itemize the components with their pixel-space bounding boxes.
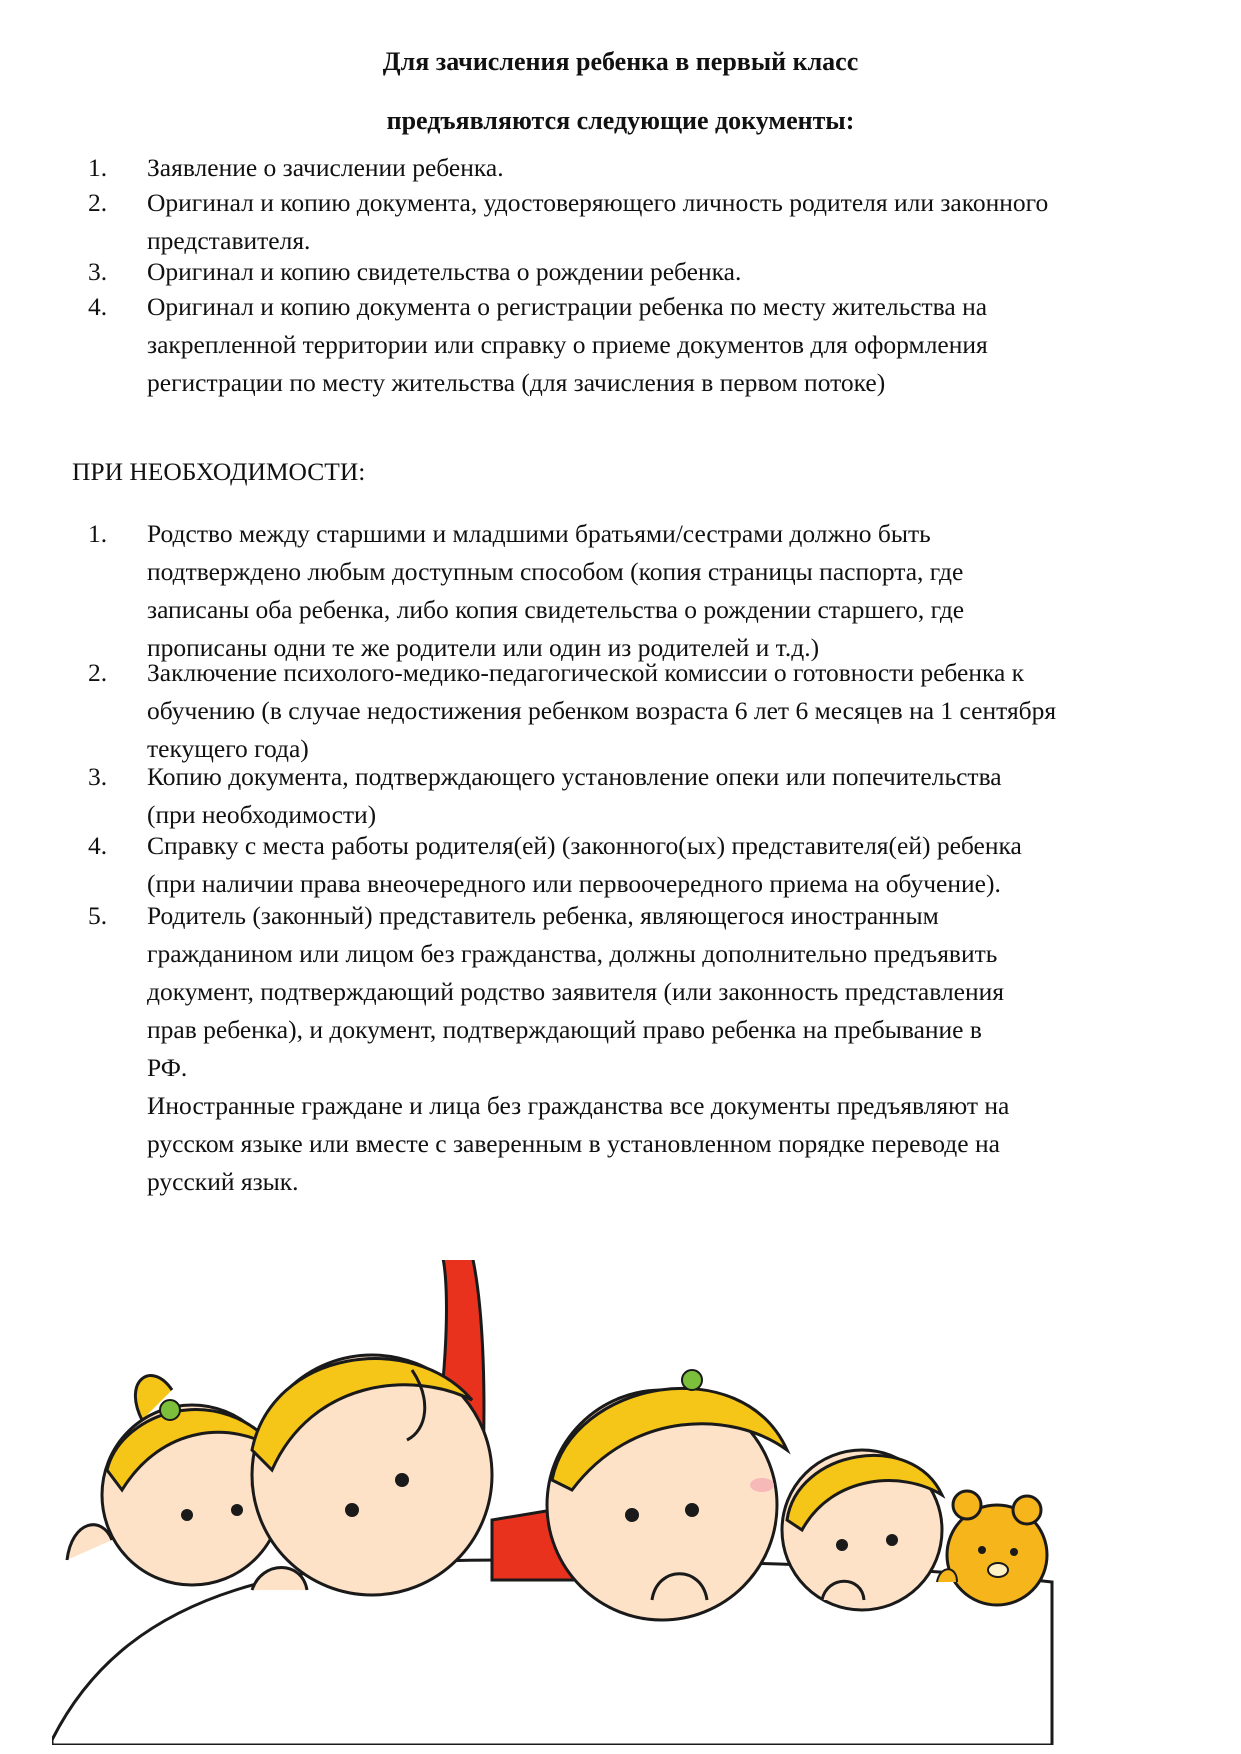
documents-item-number: 1. [88,153,108,182]
documents-item-number: 4. [88,291,108,321]
optional-item-number: 4. [88,831,108,861]
optional-item-text [147,515,964,667]
text-line: закрепленной территории или справку о приеме документов для оформления [147,329,988,359]
text-line: Заявление о зачислении ребенка. [147,153,504,182]
text-line: гражданином или лицом без гражданства, должны дополнительно предъявить [147,938,998,968]
optional-item-number: 5. [88,900,108,930]
text-line: Справку с места работы родителя(ей) (законного(ых) представителя(ей) ребенка [147,831,1022,861]
optional-item-text [147,654,1056,768]
optional-item-number: 2. [88,657,108,687]
text-line: Оригинал и копию документа о регистрации ребенка по месту жительства на [147,291,988,321]
documents-item-text [147,184,1048,260]
text-line: Оригинал и копию свидетельства о рождении ребенка. [147,257,742,287]
child-1-figure [67,1376,282,1585]
optional-item-number: 3. [88,761,108,791]
text-line: Оригинал и копию документа, удостоверяющего личность родителя или законного [147,187,1049,217]
text-line: РФ. [147,1052,188,1082]
documents-item-number: 3. [88,257,108,287]
text-line: документ, подтверждающий родство заявителя (или законность представления [147,976,1005,1006]
text-line: прав ребенка), и документ, подтверждающий право ребенка на пребывание в [147,1014,982,1044]
text-line: Родитель (законный) представитель ребенка, являющегося иностранным [147,900,939,930]
document-title-line-1: Для зачисления ребенка в первый класс [382,47,859,76]
document-title-line-2: предъявляются следующие документы: [386,106,855,135]
optional-heading: ПРИ НЕОБХОДИМОСТИ: [72,457,366,486]
documents-item-text [147,149,504,187]
text-line: (при наличии права внеочередного или первоочередного приема на обучение). [147,869,1001,899]
documents-item-text [147,288,988,402]
text-line: Копию документа, подтверждающего установление опеки или попечительства [147,761,1002,791]
documents-item-text [147,253,741,291]
child-2-figure [252,1260,492,1595]
text-line: прописаны одни те же родители или один из родителей и т.д.) [147,633,820,662]
text-line: текущего года) [147,733,309,763]
optional-item-text [147,758,1002,834]
optional-item-number: 1. [88,519,108,548]
text-line: записаны оба ребенка, либо копия свидетельства о рождении старшего, где [147,595,965,624]
text-line: представителя. [147,225,311,255]
text-line: регистрации по месту жительства (для зачисления в первом потоке) [147,367,886,397]
text-line: Иностранные граждане и лица без гражданства все документы предъявляют на [147,1090,1010,1120]
text-line: (при необходимости) [147,799,377,829]
children-illustration [52,1260,1192,1745]
child-4-figure [782,1450,942,1610]
text-line: обучению (в случае недостижения ребенком возраста 6 лет 6 месяцев на 1 сентября [147,695,1057,725]
documents-item-number: 2. [88,187,108,217]
optional-item-text [147,827,1022,903]
text-line: русский язык. [147,1166,299,1196]
text-line: подтверждено любым доступным способом (копия страницы паспорта, где [147,557,964,586]
optional-item-text [147,897,1009,1201]
text-line: Родство между старшими и младшими братьями/сестрами должно быть [147,519,931,548]
text-line: Заключение психолого-медико-педагогической комиссии о готовности ребенка к [147,657,1025,687]
text-line: русском языке или вместе с заверенным в установленном порядке переводе на [147,1128,1000,1158]
